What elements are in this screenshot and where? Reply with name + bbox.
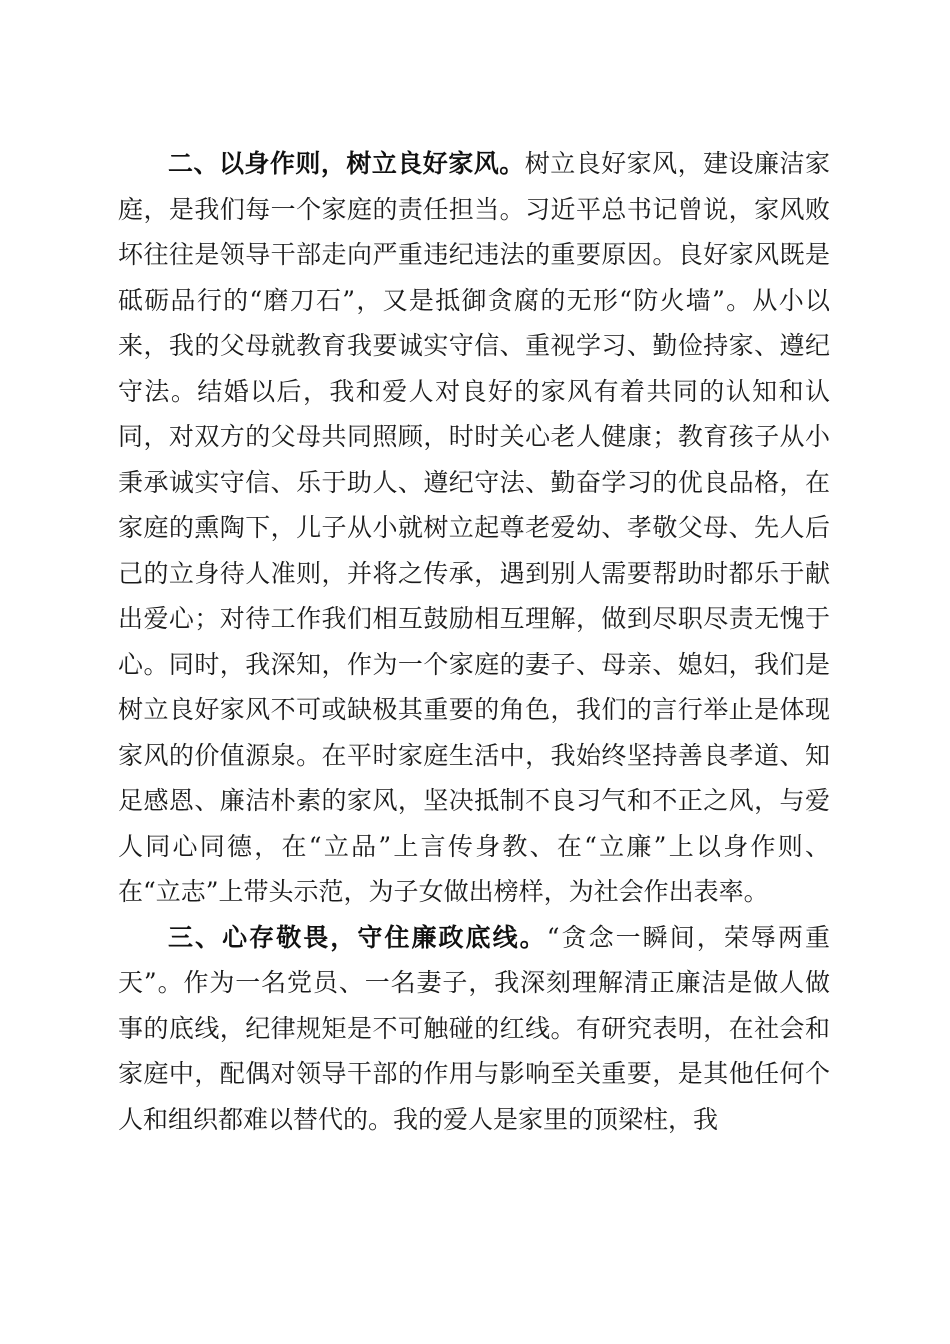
section-heading-3: 三、心存敬畏，守住廉政底线。: [168, 922, 547, 952]
paragraph-text: 树立良好家风，建设廉洁家庭，是我们每一个家庭的责任担当。习近平总书记曾说，家风败坏往往是领导干部走向严重违纪违法的重要原因。良好家风既是砥砺品行的“磨刀石”，又是抵御贪腐的无形“防火墙”。从小以来，我的父母就教育我要诚实守信、重视学习、勤俭持家、遵纪守法。结婚以后，我和爱人对良好的家风有着共同的认知和认同，对双方的父母共同照顾，时时关心老人健康；教育孩子从小秉承诚实守信、乐于助人、遵纪守法、勤奋学习的优良品格，在家庭的熏陶下，儿子从小就树立起尊老爱幼、孝敬父母、先人后己的立身待人准则，并将之传承，遇到别人需要帮助时都乐于献出爱心；对待工作我们相互鼓励相互理解，做到尽职尽责无愧于心。同时，我深知，作为一个家庭的妻子、母亲、媳妇，我们是树立良好家风不可或缺极其重要的角色，我们的言行举止是体现家风的价值源泉。在平时家庭生活中，我始终坚持善良孝道、知足感恩、廉洁朴素的家风，坚决抵制不良习气和不正之风，与爱人同心同德，在“立品”上言传身教、在“立廉”上以身作则、在“立志”上带头示范，为子女做出榜样，为社会作出表率。: [118, 149, 830, 906]
paragraph-text: “贪念一瞬间，荣辱两重天”。作为一名党员、一名妻子，我深刻理解清正廉洁是做人做事的底线，纪律规矩是不可触碰的红线。有研究表明，在社会和家庭中，配偶对领导干部的作用与影响至关重要，是其他任何个人和组织都难以替代的。我的爱人是家里的顶梁柱，我: [118, 922, 830, 1134]
section-heading-2: 二、以身作则，树立良好家风。: [168, 149, 525, 178]
document-body: [118, 141, 830, 1142]
paragraph-family-tradition: [118, 141, 830, 915]
paragraph-integrity: [118, 915, 830, 1143]
